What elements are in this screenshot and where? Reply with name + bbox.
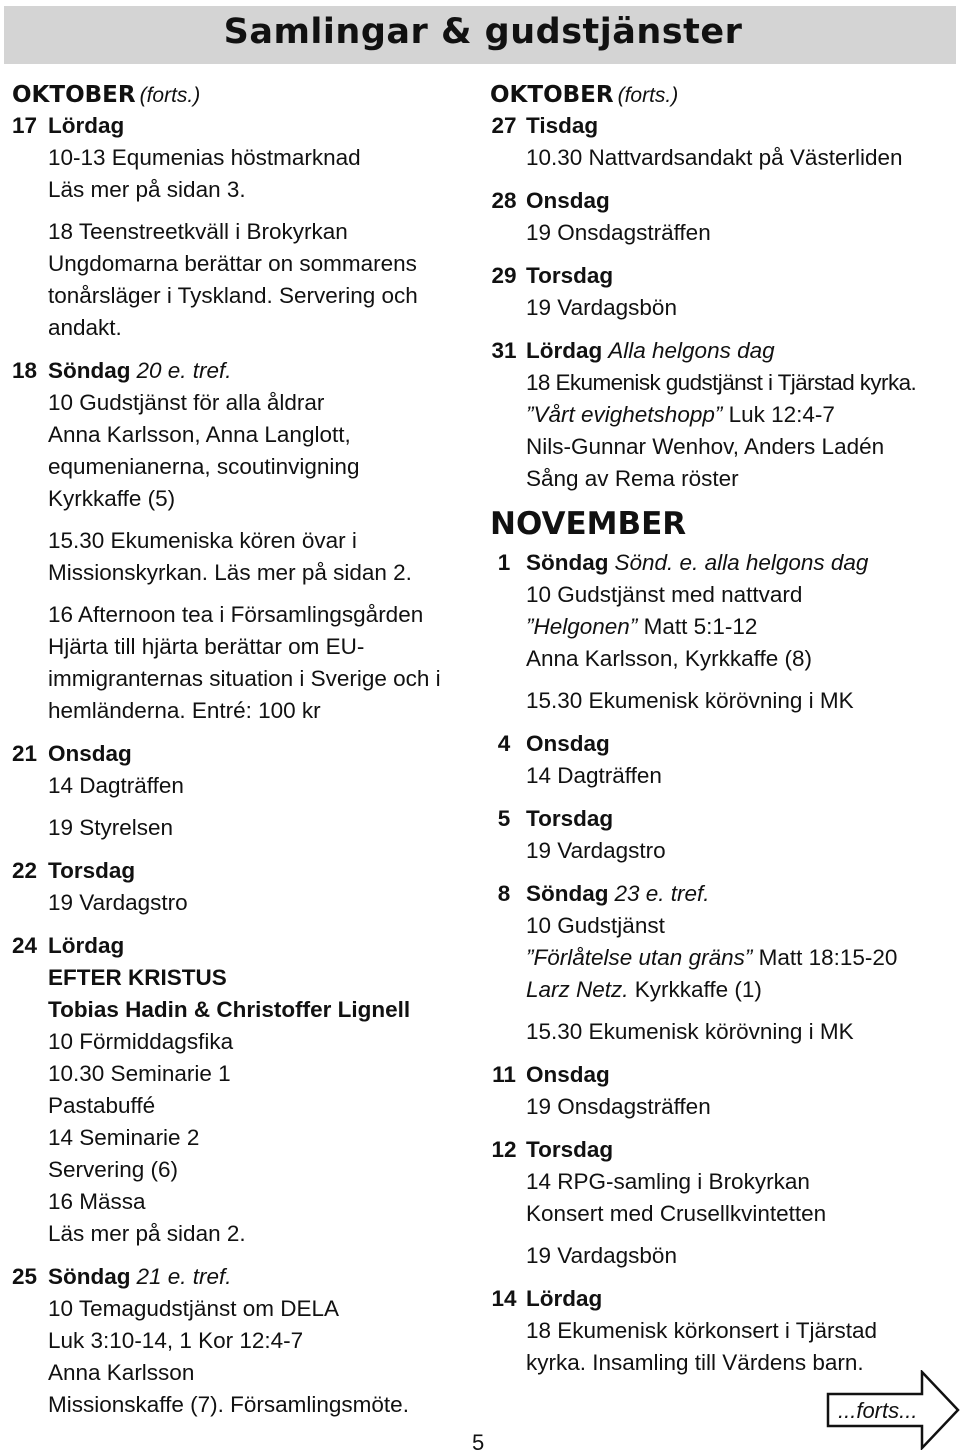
event-line: 19 Styrelsen (48, 815, 174, 840)
day-entry (12, 855, 482, 919)
event-group (490, 142, 950, 174)
day-name: Lördag (48, 113, 125, 138)
event-line: 16 Mässa (48, 1189, 146, 1214)
day-heading (490, 335, 950, 367)
day-number: 5 (497, 806, 511, 831)
event-text: 10 Gudstjänst med nattvard (526, 582, 803, 607)
day-name: Torsdag (526, 1137, 614, 1162)
event-theme: ”Förlåtelse utan gräns” (526, 945, 753, 970)
event-line: 19 Vardagsbön (526, 295, 677, 320)
day-entry (12, 355, 482, 727)
month-note: (forts.) (617, 84, 679, 107)
event-line: Hjärta till hjärta berättar om EU- (48, 634, 365, 659)
day-number: 24 (12, 933, 38, 958)
day-heading (12, 1261, 482, 1293)
event-line: 10.30 Nattvardsandakt på Västerliden (526, 145, 903, 170)
event-text: Anna Karlsson, Kyrkkaffe (8) (526, 646, 812, 671)
day-entry (490, 728, 950, 792)
day-name: Onsdag (48, 741, 132, 766)
day-heading (490, 1059, 950, 1091)
day-heading (490, 110, 950, 142)
event-text: Nils-Gunnar Wenhov, Anders Ladén (526, 434, 885, 459)
continued-label: ...forts... (838, 1398, 918, 1423)
month-name: OKTOBER (12, 82, 136, 108)
page-number: 5 (472, 1430, 485, 1455)
day-entry (490, 878, 950, 1048)
event-line: equmenianerna, scoutinvigning (48, 454, 360, 479)
day-note: Sönd. e. alla helgons dag (614, 550, 869, 575)
day-number: 22 (12, 858, 38, 883)
event-line: Läs mer på sidan 2. (48, 1221, 246, 1246)
day-number: 11 (492, 1062, 516, 1087)
event-group (12, 812, 482, 844)
month-heading (490, 78, 950, 110)
event-text: kyrka. Insamling till Värdens barn. (526, 1350, 864, 1375)
event-line: tonårsläger i Tyskland. Servering och (48, 283, 418, 308)
day-name: Torsdag (48, 858, 136, 883)
event-text: Luk 12:4-7 (722, 402, 835, 427)
event-line (490, 1016, 950, 1048)
day-number: 17 (12, 113, 38, 138)
right-oct-day-list (490, 110, 950, 324)
event-line (490, 431, 950, 463)
day-number: 8 (497, 881, 511, 906)
event-text: 10 Gudstjänst (526, 913, 665, 938)
event-line: Anna Karlsson (48, 1360, 195, 1385)
day-name: Söndag (48, 358, 131, 383)
event-text: 19 Vardagstro (526, 838, 666, 863)
month-heading (12, 78, 482, 110)
event-line: Missionskyrkan. Läs mer på sidan 2. (48, 560, 412, 585)
month-name: NOVEMBER (490, 506, 687, 542)
day-note: 20 e. tref. (136, 358, 232, 383)
day-heading (490, 185, 950, 217)
day-heading (490, 728, 950, 760)
left-day-list (12, 110, 482, 1421)
event-line (490, 1198, 950, 1230)
event-line: Läs mer på sidan 3. (48, 177, 246, 202)
day-heading (490, 260, 950, 292)
event-line: Kyrkkaffe (5) (48, 486, 176, 511)
event-line (490, 910, 950, 942)
day-heading (12, 110, 482, 142)
day-entry (490, 547, 950, 717)
event-text: 18 Ekumenisk körkonsert i Tjärstad (526, 1318, 877, 1343)
day-entry (490, 1059, 950, 1123)
event-line: 10.30 Seminarie 1 (48, 1061, 231, 1086)
event-theme: ”Vårt evighetshopp” (526, 402, 723, 427)
left-column (12, 78, 482, 1421)
day-entry (490, 110, 950, 174)
day-entry (490, 335, 950, 495)
event-line (490, 942, 950, 974)
event-group (12, 770, 482, 802)
event-line (490, 463, 950, 495)
event-text: Konsert med Crusellkvintetten (526, 1201, 827, 1226)
event-text: 14 Dagträffen (526, 763, 662, 788)
event-line (490, 579, 950, 611)
event-group (12, 1026, 482, 1250)
day-number: 18 (12, 358, 38, 383)
event-line (490, 1166, 950, 1198)
day-number: 31 (491, 338, 517, 363)
event-group (490, 217, 950, 249)
event-line: Missionskaffe (7). Församlingsmöte. (48, 1392, 409, 1417)
day-heading (12, 355, 482, 387)
event-text: 15.30 Ekumenisk körövning i MK (526, 1019, 854, 1044)
event-line: 10 Gudstjänst för alla åldrar (48, 390, 325, 415)
event-line: 14 Seminarie 2 (48, 1125, 200, 1150)
day-number: 27 (491, 113, 517, 138)
day-name: Lördag (526, 1286, 603, 1311)
day-note: 21 e. tref. (136, 1264, 232, 1289)
event-group (12, 599, 482, 727)
event-text: 15.30 Ekumenisk körövning i MK (526, 688, 854, 713)
month-note: (forts.) (139, 84, 201, 107)
event-line: 10 Förmiddagsfika (48, 1029, 234, 1054)
day-name: Lördag (526, 338, 603, 363)
event-line (490, 760, 950, 792)
event-text: 19 Vardagsbön (526, 1243, 677, 1268)
page-title: Samlingar & gudstjänster (223, 12, 743, 52)
event-line: 14 Dagträffen (48, 773, 184, 798)
event-line: Ungdomarna berättar on sommarens (48, 251, 417, 276)
event-line: Luk 3:10-14, 1 Kor 12:4-7 (48, 1328, 304, 1353)
day-name: Lördag (48, 933, 125, 958)
event-line (490, 643, 950, 675)
day-heading (490, 547, 950, 579)
day-name: Torsdag (526, 806, 614, 831)
event-text: Matt 5:1-12 (637, 614, 758, 639)
event-line (490, 685, 950, 717)
day-note: Alla helgons dag (608, 338, 775, 363)
day-number: 12 (491, 1137, 517, 1162)
day-name: Onsdag (526, 1062, 610, 1087)
day-name: Onsdag (526, 731, 610, 756)
event-group (12, 387, 482, 515)
event-line: 10-13 Equmenias höstmarknad (48, 145, 361, 170)
event-line: 10 Temagudstjänst om DELA (48, 1296, 339, 1321)
month-heading (490, 501, 950, 547)
event-text: Sång av Rema röster (526, 466, 739, 491)
event-line: 15.30 Ekumeniska kören övar i (48, 528, 357, 553)
event-text: Kyrkkaffe (1) (628, 977, 762, 1002)
day-heading (12, 930, 482, 962)
day-entry (12, 110, 482, 344)
event-title: Tobias Hadin & Christoffer Lignell (48, 997, 411, 1022)
day-entry (490, 1134, 950, 1272)
event-group (490, 292, 950, 324)
event-speaker: Larz Netz. (526, 977, 629, 1002)
event-group (12, 525, 482, 589)
day-name: Onsdag (526, 188, 610, 213)
day-heading (12, 738, 482, 770)
day-number: 1 (497, 550, 511, 575)
day-number: 25 (12, 1264, 38, 1289)
event-line (490, 835, 950, 867)
event-line (490, 611, 950, 643)
day-name: Söndag (526, 881, 609, 906)
event-group (12, 216, 482, 344)
event-group (12, 1293, 482, 1421)
event-line: hemländerna. Entré: 100 kr (48, 698, 321, 723)
day-heading (490, 1134, 950, 1166)
event-line: 19 Onsdagsträffen (526, 220, 711, 245)
event-line: 18 Teenstreetkväll i Brokyrkan (48, 219, 348, 244)
event-text: 14 RPG-samling i Brokyrkan (526, 1169, 810, 1194)
event-title: EFTER KRISTUS (48, 965, 227, 990)
day-name: Tisdag (526, 113, 599, 138)
day-number: 21 (12, 741, 38, 766)
day-name: Söndag (526, 550, 609, 575)
day-heading (490, 803, 950, 835)
event-line (490, 399, 950, 431)
event-line: 19 Vardagstro (48, 890, 188, 915)
event-line: Pastabuffé (48, 1093, 156, 1118)
day-note: 23 e. tref. (614, 881, 710, 906)
right-column (490, 78, 950, 1379)
event-line (490, 1315, 950, 1347)
day-entry (490, 1283, 950, 1379)
day-heading (490, 1283, 950, 1315)
event-theme: ”Helgonen” (526, 614, 638, 639)
day-number: 28 (491, 188, 517, 213)
event-line: Anna Karlsson, Anna Langlott, (48, 422, 351, 447)
month-name: OKTOBER (490, 82, 614, 108)
day-number: 4 (497, 731, 511, 756)
day-entry (490, 185, 950, 249)
event-group (12, 887, 482, 919)
event-line (490, 974, 950, 1006)
day-entry (490, 260, 950, 324)
day-entry (12, 738, 482, 844)
event-line: andakt. (48, 315, 122, 340)
event-line: Servering (6) (48, 1157, 179, 1182)
event-line: 16 Afternoon tea i Församlingsgården (48, 602, 424, 627)
day-heading (12, 855, 482, 887)
day-entry (490, 803, 950, 867)
day-name: Söndag (48, 1264, 131, 1289)
day-entry (12, 930, 482, 1250)
day-number: 14 (491, 1286, 517, 1311)
day-name: Torsdag (526, 263, 614, 288)
event-text: Matt 18:15-20 (752, 945, 898, 970)
day-number: 29 (491, 263, 517, 288)
event-line (490, 367, 950, 399)
event-line: immigranternas situation i Sverige och i (48, 666, 441, 691)
day-entry (12, 1261, 482, 1421)
event-line (490, 1240, 950, 1272)
day-heading (490, 878, 950, 910)
event-text: 19 Onsdagsträffen (526, 1094, 711, 1119)
event-group (12, 142, 482, 206)
event-text: 18 Ekumenisk gudstjänst i Tjärstad kyrka. (526, 370, 917, 395)
event-line (490, 1091, 950, 1123)
